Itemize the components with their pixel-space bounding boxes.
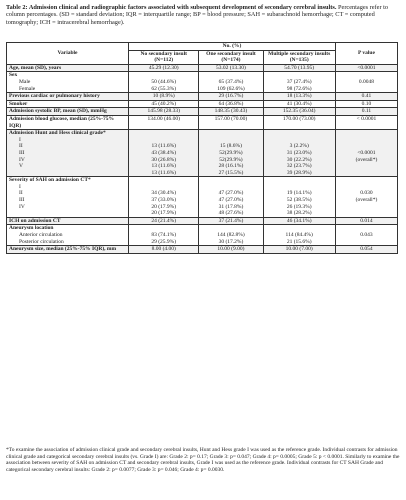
hunt-p-note: (overall*) xyxy=(355,156,378,163)
age-label: Age, mean (SD), years xyxy=(7,64,129,72)
aneurysm-anterior-label: Anterior circulation xyxy=(19,232,63,239)
size-label: Aneurysm size, median (25%-75% IQR), mm xyxy=(7,246,129,254)
sex-v3 xyxy=(263,72,335,93)
ich-p: 0.014 xyxy=(335,217,397,225)
fisher-v1 xyxy=(129,177,199,218)
row-ich xyxy=(7,217,398,225)
hunt-v3 xyxy=(263,130,335,177)
aneurysm-v2-post: 30 (17.2%) xyxy=(218,238,244,245)
sex-v1 xyxy=(129,72,199,93)
header-row-1 xyxy=(7,43,398,51)
aneurysm-v2-ant: 144 (82.8%) xyxy=(217,232,245,239)
age-v2: 53.02 (13.30) xyxy=(199,64,263,72)
size-v2: 10.00 (9.00) xyxy=(199,246,263,254)
smoker-v1: 45 (40.2%) xyxy=(129,100,199,108)
row-sex xyxy=(7,72,398,93)
aneurysm-v3-post: 21 (15.6%) xyxy=(286,238,312,245)
row-age xyxy=(7,64,398,72)
row-sah-severity xyxy=(7,177,398,218)
prev-v2: 29 (16.7%) xyxy=(199,93,263,101)
hunt-grade-5: V xyxy=(19,163,23,170)
fisher-grade-1: I xyxy=(19,183,21,190)
smoker-v2: 64 (36.8%) xyxy=(199,100,263,108)
fisher-p xyxy=(335,177,397,218)
aneurysm-cell xyxy=(7,225,129,246)
sex-v2-female: 109 (62.6%) xyxy=(217,85,245,92)
prev-label: Previous cardiac or pulmonary history xyxy=(7,93,129,101)
sex-cell xyxy=(7,72,129,93)
fisher-grade-3: III xyxy=(19,197,25,204)
sex-p xyxy=(335,72,397,93)
fisher-v1-g2: 37 (33.0%) xyxy=(151,197,177,204)
aneurysm-p xyxy=(335,225,397,246)
hunt-v1-g1: 13 (11.6%) xyxy=(151,143,176,150)
fisher-v1-g3: 20 (17.9%) xyxy=(151,203,177,210)
fisher-v3-g1: 19 (14.1%) xyxy=(286,190,312,197)
sex-v1-female: 62 (55.3%) xyxy=(151,85,177,92)
size-p: 0.054 xyxy=(335,246,397,254)
hunt-label: Admission Hunt and Hess clinical grade* xyxy=(9,130,106,137)
header-one-secondary: One secondary insult (N=174) xyxy=(199,50,263,64)
fisher-v3 xyxy=(263,177,335,218)
sbp-label: Admission systolic BP, mean (SD), mmHg xyxy=(7,108,129,116)
size-v3: 10.00 (7.00) xyxy=(263,246,335,254)
age-p: <0.0001 xyxy=(335,64,397,72)
row-glucose xyxy=(7,115,398,129)
header-variable: Variable xyxy=(7,43,129,65)
results-table xyxy=(6,42,398,254)
header-p-value: P value xyxy=(335,43,397,65)
fisher-p-value: 0.030 xyxy=(360,190,373,197)
hunt-v3-g4: 32 (23.7%) xyxy=(286,163,312,170)
hunt-v2-g5: 27 (15.5%) xyxy=(218,169,244,176)
fisher-v2-g2: 47 (27.0%) xyxy=(218,197,244,204)
caption-bold: Table 2: Admission clinical and radiographic factors associated with subsequent development of secondary cerebral insults. xyxy=(6,4,337,11)
header-no-secondary: No secondary insult (N=112) xyxy=(129,50,199,64)
ich-v1: 24 (21.4%) xyxy=(129,217,199,225)
hunt-grade-1: I xyxy=(19,136,21,143)
hunt-v2-g4: 28 (16.1%) xyxy=(218,163,244,170)
size-v1: 8.00 (4.00) xyxy=(129,246,199,254)
aneurysm-v1 xyxy=(129,225,199,246)
hunt-v3-g2: 31 (23.0%) xyxy=(286,149,312,156)
hunt-v1-g5: 13 (11.6%) xyxy=(151,169,176,176)
aneurysm-v1-ant: 83 (74.1%) xyxy=(151,232,177,239)
prev-v1: 10 (8.9%) xyxy=(129,93,199,101)
hunt-grade-4: IV xyxy=(19,156,25,163)
hunt-cell xyxy=(7,130,129,177)
hunt-v2-g1: 15 (8.6%) xyxy=(219,143,242,150)
aneurysm-label: Aneurysm location xyxy=(9,225,54,232)
sex-v3-female: 98 (72.6%) xyxy=(286,85,312,92)
fisher-v3-g2: 52 (38.5%) xyxy=(286,197,312,204)
fisher-grade-2: II xyxy=(19,190,23,197)
hunt-v2-g3: 52(29.9%) xyxy=(219,156,243,163)
sex-v2-male: 65 (37.4%) xyxy=(218,78,244,85)
row-aneurysm-size xyxy=(7,246,398,254)
hunt-v3-g1: 3 (2.2%) xyxy=(289,143,309,150)
glucose-p: < 0.0001 xyxy=(335,115,397,129)
hunt-v3-g3: 30 (22.2%) xyxy=(286,156,312,163)
prev-v3: 18 (13.3%) xyxy=(263,93,335,101)
hunt-p xyxy=(335,130,397,177)
row-prev xyxy=(7,93,398,101)
fisher-v2-g1: 47 (27.0%) xyxy=(218,190,244,197)
header-multiple-secondary: Multiple secondary insults (N=135) xyxy=(263,50,335,64)
smoker-v3: 41 (30.4%) xyxy=(263,100,335,108)
row-sbp xyxy=(7,108,398,116)
sbp-v3: 152.35 (36.04) xyxy=(263,108,335,116)
aneurysm-v3-ant: 114 (84.4%) xyxy=(285,232,313,239)
hunt-v1-g3: 30 (26.8%) xyxy=(151,156,177,163)
sex-v2 xyxy=(199,72,263,93)
prev-p: 0.41 xyxy=(335,93,397,101)
aneurysm-v2 xyxy=(199,225,263,246)
ich-label: ICH on admission CT xyxy=(7,217,129,225)
sex-label: Sex xyxy=(9,72,18,79)
glucose-v3: 170.00 (73.00) xyxy=(263,115,335,129)
smoker-p: 0.10 xyxy=(335,100,397,108)
fisher-cell xyxy=(7,177,129,218)
fisher-v3-g4: 38 (28.2%) xyxy=(286,210,312,217)
smoker-label: Smoker xyxy=(7,100,129,108)
fisher-v2-g4: 48 (27.6%) xyxy=(218,210,244,217)
sex-v1-male: 50 (44.6%) xyxy=(151,78,177,85)
hunt-v2-g2: 52(29.9%) xyxy=(219,149,243,156)
hunt-v1-g2: 43 (38.4%) xyxy=(151,149,177,156)
glucose-v2: 157.00 (70.00) xyxy=(199,115,263,129)
hunt-p-value: <0.0001 xyxy=(357,149,376,156)
fisher-grade-4: IV xyxy=(19,203,25,210)
fisher-p-note: (overall*) xyxy=(355,197,378,204)
hunt-v2 xyxy=(199,130,263,177)
sbp-p: 0.11 xyxy=(335,108,397,116)
fisher-v2 xyxy=(199,177,263,218)
sex-female-label: Female xyxy=(19,85,36,92)
hunt-grade-3: III xyxy=(19,149,25,156)
sbp-v1: 145.98 (28.33) xyxy=(129,108,199,116)
hunt-v1-g4: 13 (11.6%) xyxy=(151,163,176,170)
fisher-v1-g4: 20 (17.9%) xyxy=(151,210,177,217)
age-v1: 45.29 (12.30) xyxy=(129,64,199,72)
fisher-v1-g1: 34 (30.4%) xyxy=(151,190,177,197)
sex-v3-male: 37 (27.4%) xyxy=(286,78,312,85)
aneurysm-posterior-label: Posterior circulation xyxy=(19,238,64,245)
row-smoker xyxy=(7,100,398,108)
table-footnote: *To examine the association of admission clinical grade and secondary cerebral insults, Hunt and Hess grade I was used as the reference grade. Individual contrasts for admission clinical grade and categorical secondary cerebral insults (vs. Grade I) are: Grade 2: p= 0.17; Grade 3: p= 0.047; Grade 4: p= 0.0005; Grade 5: p < 0.0001. Similarly to examine the association between severity of SAH on admission CT and secondary cerebral insults, Grade I was used as the reference grade. Individual contrasts for CT SAH Grade and categorical secondary cerebral insults: Grade 2: p= 0.0077; Grade 3: p= 0.046; Grade 4: p= 0.0030. xyxy=(6,447,400,473)
fisher-label: Severity of SAH on admission CT* xyxy=(9,177,91,184)
aneurysm-v1-post: 29 (25.9%) xyxy=(151,238,177,245)
sex-male-label: Male xyxy=(19,78,31,85)
aneurysm-p-value: 0.043 xyxy=(360,232,373,239)
ich-v3: 46 (34.1%) xyxy=(263,217,335,225)
row-hunt-hess xyxy=(7,130,398,177)
table-caption xyxy=(6,4,400,26)
hunt-grade-2: II xyxy=(19,143,23,150)
hunt-v3-g5: 39 (28.9%) xyxy=(286,169,312,176)
ich-v2: 37 (21.4%) xyxy=(199,217,263,225)
header-no-pct: No. (%) xyxy=(129,43,336,51)
sex-p-value: 0.0048 xyxy=(358,78,375,85)
glucose-v1: 134.00 (46.00) xyxy=(129,115,199,129)
hunt-v1 xyxy=(129,130,199,177)
fisher-v3-g3: 26 (19.3%) xyxy=(286,203,312,210)
fisher-v2-g3: 31 (17.8%) xyxy=(218,203,244,210)
row-aneurysm-location xyxy=(7,225,398,246)
glucose-label: Admission blood glucose, median (25%-75% IQR) xyxy=(7,115,129,129)
sbp-v2: 148.35 (30.43) xyxy=(199,108,263,116)
caption-text: Percentages refer to column percentages. (SD = standard deviation; IQR = interquartile range; BP = blood pressure; SAH = subarachnoid hemorrhage; CT = computed tomography; ICH = intracerebral hemorrhage). xyxy=(6,4,389,26)
age-v3: 54.70 (13.95) xyxy=(263,64,335,72)
aneurysm-v3 xyxy=(263,225,335,246)
